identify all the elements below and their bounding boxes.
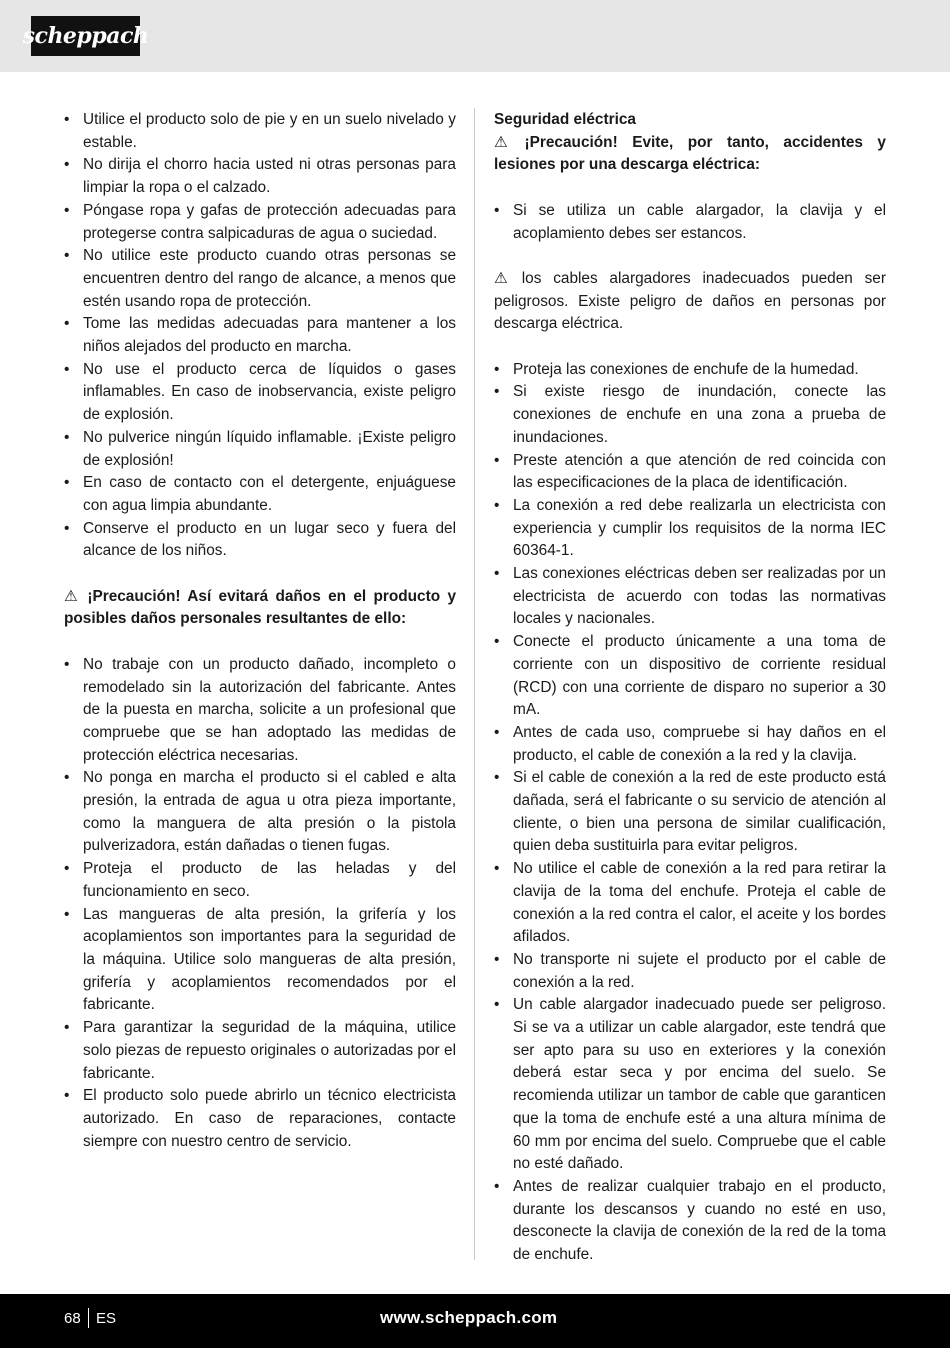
warning-notice [494, 268, 886, 336]
list-item: • Antes de cada uso, compruebe si hay daños en el producto, el cable de conexión a la red y la clavija. [494, 722, 886, 767]
page-number: 68 [64, 1310, 81, 1327]
list-item: • No use el producto cerca de líquidos o gases inflamables. En caso de inobservancia, existe peligro de explosión. [64, 359, 456, 427]
caution-notice [64, 586, 456, 631]
list-item: • Tome las medidas adecuadas para mantener a los niños alejados del producto en marcha. [64, 313, 456, 358]
list-item: • El producto solo puede abrirlo un técnico electricista autorizado. En caso de reparaciones, contacte siempre con nuestro centro de servicio. [64, 1085, 456, 1153]
footer-separator [88, 1308, 89, 1328]
caution-notice [494, 132, 886, 177]
safety-list-2 [64, 654, 456, 1153]
warning-triangle-icon: ⚠ [64, 587, 78, 605]
list-item: • Un cable alargador inadecuado puede ser peligroso. Si se va a utilizar un cable alargador, este tendrá que ser apto para su uso en exteriores y la conexión deberá estar seca y por encima del suelo. Se recomienda utilizar un tambor de cable que garanticen que la toma de enchufe esté a una altura mínima de 60 mm por encima del suelo. Compruebe que el cable no esté dañado. [494, 994, 886, 1176]
scheppach-logo: scheppach [31, 16, 140, 56]
page-header [0, 0, 950, 72]
warning-text: los cables alargadores inadecuados pueden ser peligrosos. Existe peligro de daños en personas por descarga eléctrica. [494, 269, 886, 333]
list-item: • No transporte ni sujete el producto por el cable de conexión a la red. [494, 949, 886, 994]
caution-text: ¡Precaución! Así evitará daños en el producto y posibles daños personales resultantes de ello: [64, 587, 456, 628]
list-item: • En caso de contacto con el detergente, enjuáguese con agua limpia abundante. [64, 472, 456, 517]
list-item: • Antes de realizar cualquier trabajo en el producto, durante los descansos y cuando no esté en uso, desconecte la clavija de conexión de la red de la toma de enchufe. [494, 1176, 886, 1267]
list-item: • Preste atención a que atención de red coincida con las especificaciones de la placa de identificación. [494, 450, 886, 495]
electrical-list-2 [494, 359, 886, 1267]
list-item: • Las mangueras de alta presión, la grifería y los acoplamientos son importantes para la seguridad de la máquina. Utilice solo mangueras de alta presión, grifería y acoplamientos recomendados por el fabricante. [64, 904, 456, 1018]
list-item: • No utilice este producto cuando otras personas se encuentren dentro del rango de alcance, a menos que estén usando ropa de protección. [64, 245, 456, 313]
list-item: • Si existe riesgo de inundación, conecte las conexiones de enchufe en una zona a prueba de inundaciones. [494, 381, 886, 449]
left-column [64, 109, 456, 1153]
column-divider [474, 108, 475, 1260]
list-item: • No dirija el chorro hacia usted ni otras personas para limpiar la ropa o el calzado. [64, 154, 456, 199]
electrical-list-1 [494, 200, 886, 245]
section-heading: Seguridad eléctrica [494, 111, 636, 128]
warning-triangle-icon: ⚠ [494, 269, 508, 287]
list-item: • Si se utiliza un cable alargador, la clavija y el acoplamiento debes ser estancos. [494, 200, 886, 245]
language-code: ES [96, 1310, 117, 1327]
list-item: • Conecte el producto únicamente a una toma de corriente con un dispositivo de corriente residual (RCD) con una corriente de disparo no superior a 30 mA. [494, 631, 886, 722]
warning-triangle-icon: ⚠ [494, 133, 508, 151]
list-item: • Conserve el producto en un lugar seco y fuera del alcance de los niños. [64, 518, 456, 563]
list-item: • No trabaje con un producto dañado, incompleto o remodelado sin la autorización del fabricante. Antes de la puesta en marcha, solicite a un profesional que compruebe que se han adoptado las medidas de protección eléctrica necesarias. [64, 654, 456, 768]
safety-list-1 [64, 109, 456, 563]
list-item: • No utilice el cable de conexión a la red para retirar la clavija de la toma del enchufe. Proteja el cable de conexión a la red contra el calor, el aceite y los bordes afilados. [494, 858, 886, 949]
website-url: www.scheppach.com [380, 1308, 558, 1327]
list-item: • La conexión a red debe realizarla un electricista con experiencia y cumplir los requisitos de la norma IEC 60364-1. [494, 495, 886, 563]
list-item: • Proteja el producto de las heladas y del funcionamiento en seco. [64, 858, 456, 903]
list-item: • No ponga en marcha el producto si el cabled e alta presión, la entrada de agua u otra pieza importante, como la manguera de alta presión o la pistola pulverizadora, están dañadas o tienen fugas. [64, 767, 456, 858]
list-item: • Utilice el producto solo de pie y en un suelo nivelado y estable. [64, 109, 456, 154]
list-item: • Las conexiones eléctricas deben ser realizadas por un electricista de acuerdo con todas las normativas locales y nacionales. [494, 563, 886, 631]
list-item: • Proteja las conexiones de enchufe de la humedad. [494, 359, 886, 382]
list-item: • Para garantizar la seguridad de la máquina, utilice solo piezas de repuesto originales o autorizadas por el fabricante. [64, 1017, 456, 1085]
list-item: • No pulverice ningún líquido inflamable. ¡Existe peligro de explosión! [64, 427, 456, 472]
right-column [494, 109, 886, 1267]
caution-text: ¡Precaución! Evite, por tanto, accidentes y lesiones por una descarga eléctrica: [494, 133, 886, 174]
list-item: • Si el cable de conexión a la red de este producto está dañada, será el fabricante o su servicio de atención al cliente, o bien una persona de similar cualificación, quien deba sustituirla para evitar peligros. [494, 767, 886, 858]
page-footer [0, 1294, 950, 1348]
list-item: • Póngase ropa y gafas de protección adecuadas para protegerse contra salpicaduras de agua o suciedad. [64, 200, 456, 245]
